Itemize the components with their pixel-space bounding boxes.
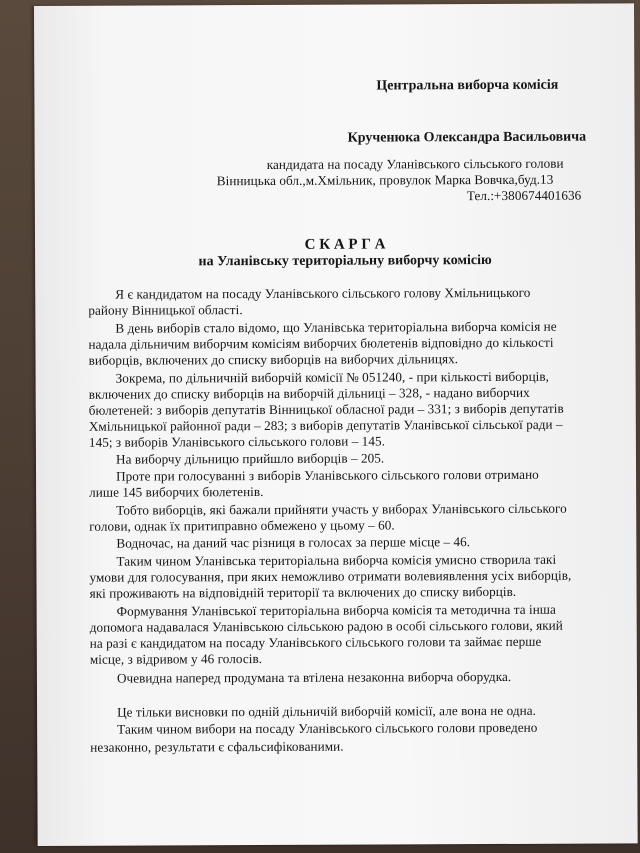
body-line: Зокрема, по дільничній виборчій комісії № 051240, - при кількості виборців, bbox=[115, 368, 550, 386]
body-line: Водночас, на даний час різниця в голосах за перше місце – 46. bbox=[116, 534, 471, 551]
document-title: С К А Р Г А bbox=[304, 236, 386, 253]
body-line: допомога надавалася Уланівською сільською радою в особі сільського голови, який bbox=[89, 617, 563, 635]
body-line: району Вінницької області. bbox=[88, 302, 243, 318]
body-line: Формування Уланівської територіальна виборча комісія та методична та інша bbox=[116, 601, 556, 619]
body-line: місце, з відривом у 46 голосів. bbox=[89, 651, 263, 667]
body-line: На виборчу дільницю прийшло виборців – 205. bbox=[115, 450, 385, 467]
body-line: Хмільницької районної ради – 283; з виборів депутатів Уланівської сільської ради – bbox=[88, 416, 563, 434]
document-page bbox=[34, 3, 638, 846]
body-line: Очевидна наперед продумана та втілена незаконна виборча оборудка. bbox=[116, 668, 512, 686]
body-line: включених до списку виборців на виборчій дільниці – 328, - надано виборчих bbox=[88, 384, 530, 402]
sender-phone: Тел.:+380674401636 bbox=[466, 187, 582, 204]
body-line: які проживають на відповідній території та включених до списку виборців. bbox=[89, 583, 517, 601]
body-line: голови, однак їх притиправно обмежено у цьому – 60. bbox=[89, 517, 395, 534]
sender-role: кандидата на посаду Уланівського сільського голови bbox=[266, 155, 564, 172]
body-line: умови для голосування, при яких неможливо отримати волевиявлення усіх виборців, bbox=[89, 567, 572, 585]
body-line: Це тільки висновки по одній дільничій виборчій комісії, але вона не одна. bbox=[117, 702, 537, 720]
recipient-heading: Центральна виборча комісія bbox=[376, 77, 559, 94]
body-line: бюлетеней: з виборів депутатів Вінницької обласної ради – 331; з виборів депутатів bbox=[88, 400, 564, 418]
body-line: надала дільничим виборчим комісіям виборчих бюлетенів відповідно до кількості bbox=[88, 334, 554, 352]
body-line: незаконно, результати є сфальсифікованими. bbox=[90, 738, 344, 755]
body-line: виборців, включених до списку виборців на виборчих дільницях. bbox=[88, 351, 459, 368]
body-line: В день виборів стало відомо, що Уланівська територіальна виборча комісія не bbox=[115, 318, 557, 336]
document-subtitle: на Уланівську територіальну виборчу комісію bbox=[198, 253, 492, 270]
body-line: Тобто виборців, які бажали прийняти участь у виборах Уланівського сільського bbox=[116, 500, 567, 518]
body-line: Я є кандидатом на посаду Уланівського сільського голову Хмільницького bbox=[115, 284, 531, 302]
sender-name: Крученюка Олександра Васильовича bbox=[347, 129, 587, 146]
body-line: лише 145 виборчих бюлетенів. bbox=[89, 484, 264, 500]
sender-address: Вінницька обл.,м.Хмільник, провулок Марка Вовчка,буд.13 bbox=[216, 171, 554, 189]
body-line: Проте при голосуванні з виборів Уланівського сільського голови отримано bbox=[116, 466, 539, 484]
body-line: Таким чином вибори на посаду Уланівського сільського голови проведено bbox=[117, 719, 538, 737]
body-line: 145; з виборів Уланівського сільського голови – 145. bbox=[88, 433, 385, 450]
body-line: Таким чином Уланівська територіальна виборча комісія умисно створила такі bbox=[116, 551, 557, 569]
body-line: на разі є кандидатом на посаду Уланівського сільського голови та займає перше bbox=[89, 633, 542, 651]
